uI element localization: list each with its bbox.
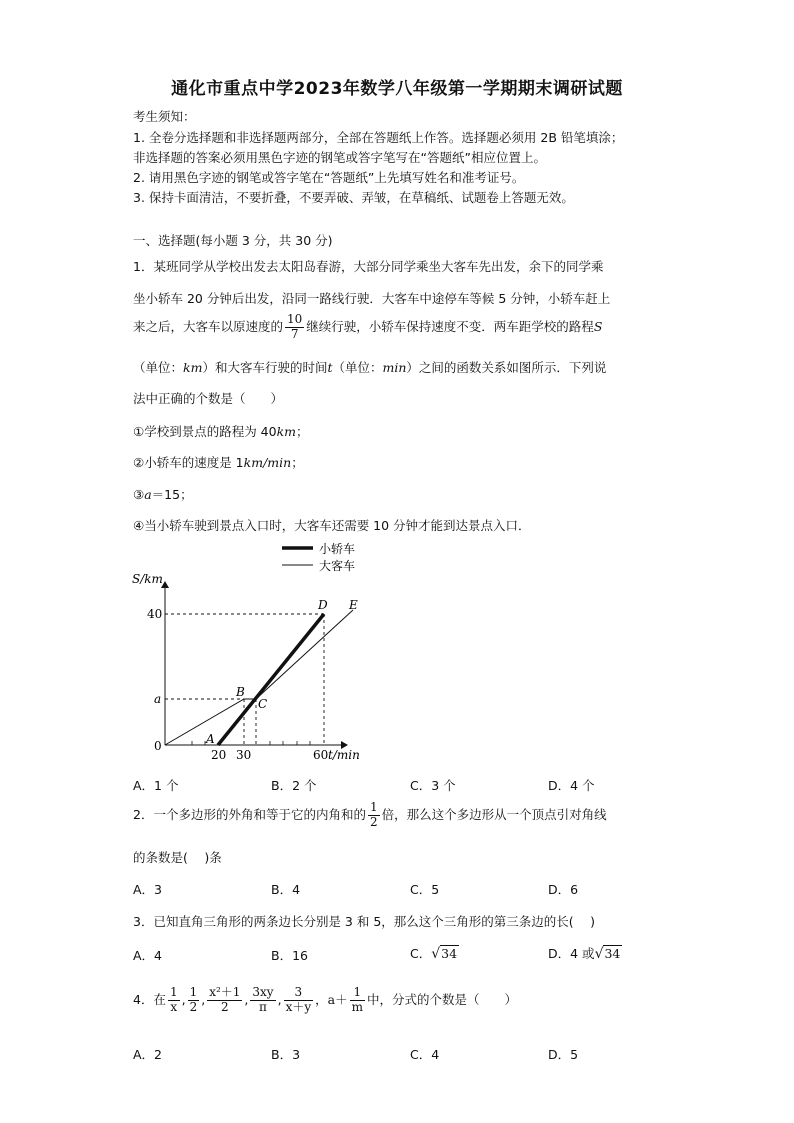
q1-line-3-text-a: 来之后，大客车以原速度的 — [133, 318, 284, 334]
y-axis-label: S/km — [132, 572, 163, 586]
q1-s3-var: a — [144, 487, 152, 502]
q1-statement-2 — [133, 453, 663, 471]
q4-frac-6-den: m — [351, 999, 363, 1014]
point-b-label: B — [236, 685, 245, 699]
q1-unit-min: min — [382, 360, 407, 375]
q1-line-4 — [133, 358, 663, 376]
q1-statement-1 — [133, 422, 663, 440]
y-tick-a: a — [154, 692, 162, 706]
bus-line — [165, 610, 353, 745]
q1-s3-text: ③ — [133, 487, 145, 502]
q4-frac-3-num: x²＋1 — [209, 985, 241, 999]
q4-frac-2-num: 1 — [189, 985, 198, 999]
q1-unit-km: km — [183, 360, 203, 375]
q1-statement-3 — [133, 485, 663, 503]
q4-frac-1-num: 1 — [169, 985, 178, 999]
q1-line-1: 1．某班同学从学校出发去太阳岛春游，大部分同学乘坐大客车先出发，余下的同学乘 — [133, 259, 604, 274]
q2-text-a: 2．一个多边形的外角和等于它的内角和的 — [133, 806, 366, 822]
q4-frac-6 — [350, 986, 365, 1015]
q3-option-d[interactable] — [548, 944, 622, 962]
q1-s1-text: ①学校到景点的路程为 40 — [133, 424, 277, 439]
q3-line-1: 3．已知直角三角形的两条边长分别是 3 和 5，那么这个三角形的第三条边的长( ) — [133, 914, 596, 929]
notice-item-1-cont: 非选择题的答案必须用黑色字迹的钢笔或答字笔写在“答题纸”相应位置上。 — [133, 150, 546, 165]
q1-line-2: 坐小轿车 20 分钟后出发，沿同一路线行驶．大客车中途停车等候 5 分钟，小轿车赶上 — [133, 291, 611, 306]
q3-option-c[interactable] — [410, 944, 459, 962]
q1-s2-end: ； — [291, 455, 304, 470]
q4-frac-4-num: 3xy — [252, 985, 274, 999]
point-d-label: D — [318, 598, 328, 612]
q4-expr-6-prefix: a＋ — [327, 991, 348, 1007]
q3-option-c-radicand: 34 — [441, 946, 458, 961]
q3-option-d-label: D．4 或 — [548, 946, 595, 961]
q2-option-c[interactable]: C．5 — [410, 882, 440, 897]
y-tick-40: 40 — [147, 607, 163, 621]
q3-option-d-radicand: 34 — [604, 946, 621, 961]
q4-frac-3 — [207, 986, 242, 1015]
q1-option-b[interactable]: B．2 个 — [271, 778, 317, 793]
q4-frac-5-num: 3 — [284, 986, 314, 1001]
q4-frac-1-den: x — [170, 999, 178, 1014]
legend-bus-label: 大客车 — [319, 559, 356, 573]
q4-frac-5-den: x＋y — [285, 999, 312, 1014]
q1-statement-4: ④当小轿车驶到景点入口时，大客车还需要 10 分钟才能到达景点入口． — [133, 518, 531, 533]
notice-heading: 考生须知： — [133, 109, 196, 124]
point-c-label: C — [258, 697, 268, 711]
page-title: 通化市重点中学2023年数学八年级第一学期期末调研试题 — [171, 79, 623, 99]
q4-prefix: 4．在 — [133, 991, 166, 1007]
q1-line-3-text-b: 继续行驶，小轿车保持速度不变．两车距学校的路程 — [306, 318, 594, 334]
car-line — [218, 614, 324, 745]
q4-frac-2 — [188, 986, 200, 1015]
q2-line-1 — [133, 801, 663, 830]
q1-s2-unit: km/min — [243, 455, 292, 470]
q1-s1-end: ； — [296, 424, 309, 439]
q1-line-3 — [133, 313, 663, 342]
notice-item-3: 3. 保持卡面清洁，不要折叠，不要弄破、弄皱，在草稿纸、试题卷上答题无效。 — [133, 190, 574, 205]
q1-line-4-b: ）和大客车行驶的时间 — [202, 360, 328, 375]
point-a-label: A — [206, 732, 215, 746]
origin-label: 0 — [154, 739, 162, 753]
q4-frac-4-den: π — [259, 999, 267, 1014]
q1-graph — [125, 536, 385, 766]
q4-frac-1 — [168, 986, 180, 1015]
q2-option-a[interactable]: A．3 — [133, 882, 163, 897]
q4-option-c[interactable]: C．4 — [410, 1047, 440, 1062]
q1-line-5: 法中正确的个数是（ ） — [133, 391, 284, 406]
notice-item-1: 1. 全卷分选择题和非选择题两部分，全部在答题纸上作答。选择题必须用 2B 铅笔填涂； — [133, 130, 624, 145]
q2-line-2: 的条数是( )条 — [133, 850, 222, 865]
q1-fraction-den: 7 — [290, 326, 299, 341]
q2-option-d[interactable]: D．6 — [548, 882, 579, 897]
radical-sign-icon: √ — [594, 946, 604, 962]
q4-option-d[interactable]: D．5 — [548, 1047, 579, 1062]
q1-line-4-a: （单位： — [133, 360, 184, 375]
q1-line-4-d: ）之间的函数关系如图所示．下列说 — [406, 360, 607, 375]
q1-option-d[interactable]: D．4 个 — [548, 778, 595, 793]
q4-frac-2-den: 2 — [189, 999, 198, 1014]
q1-option-a[interactable]: A．1 个 — [133, 778, 179, 793]
q4-frac-4 — [250, 986, 275, 1015]
q2-text-b: 倍，那么这个多边形从一个顶点引对角线 — [381, 806, 607, 822]
q2-fraction-num: 1 — [369, 800, 378, 814]
q2-fraction — [368, 801, 380, 830]
section-heading: 一、选择题(每小题 3 分，共 30 分) — [133, 233, 333, 248]
q4-option-a[interactable]: A．2 — [133, 1047, 163, 1062]
q1-s2-text: ②小轿车的速度是 1 — [133, 455, 244, 470]
q4-line-1: 4．在 $\frac{1}{x}$ , $\frac{1}{2}$ , $\frac{\text{x²＋1}}{2}$ , $\frac{3xy}{\pi}$ , $\frac{3}{x+y}$ ，a＋ $\frac{1}{m}$ 中，分式的个数是（ ） — [133, 985, 518, 1014]
q4-frac-3-den: 2 — [220, 999, 229, 1014]
x-axis-label: t/min — [328, 748, 360, 762]
q2-fraction-den: 2 — [369, 814, 378, 829]
q1-var-t: t — [327, 360, 333, 375]
q4-option-b[interactable]: B．3 — [271, 1047, 301, 1062]
q1-line-4-c: （单位： — [332, 360, 383, 375]
q3-option-b[interactable]: B．16 — [271, 948, 308, 963]
q2-option-b[interactable]: B．4 — [271, 882, 301, 897]
radical-sign-icon: √ — [431, 946, 441, 962]
point-e-label: E — [349, 598, 358, 612]
q1-fraction — [285, 313, 304, 342]
q1-s3-end: ＝15； — [151, 487, 193, 502]
q4-frac-5 — [284, 986, 314, 1015]
q4-suffix: 中，分式的个数是（ ） — [367, 991, 518, 1007]
q3-option-c-label: C． — [410, 946, 432, 961]
legend-car-label: 小轿车 — [319, 542, 356, 556]
q1-s1-unit: km — [276, 424, 297, 439]
x-tick-20: 20 — [211, 748, 227, 762]
x-tick-60: 60 — [313, 748, 329, 762]
q1-option-c[interactable]: C．3 个 — [410, 778, 456, 793]
q4-frac-6-num: 1 — [350, 986, 365, 1001]
q1-fraction-num: 10 — [287, 312, 303, 326]
q1-var-s: S — [593, 318, 603, 334]
notice-item-2: 2. 请用黑色字迹的钢笔或答字笔在“答题纸”上先填写姓名和准考证号。 — [133, 170, 525, 185]
x-tick-30: 30 — [236, 748, 252, 762]
q3-option-a[interactable]: A．4 — [133, 948, 163, 963]
